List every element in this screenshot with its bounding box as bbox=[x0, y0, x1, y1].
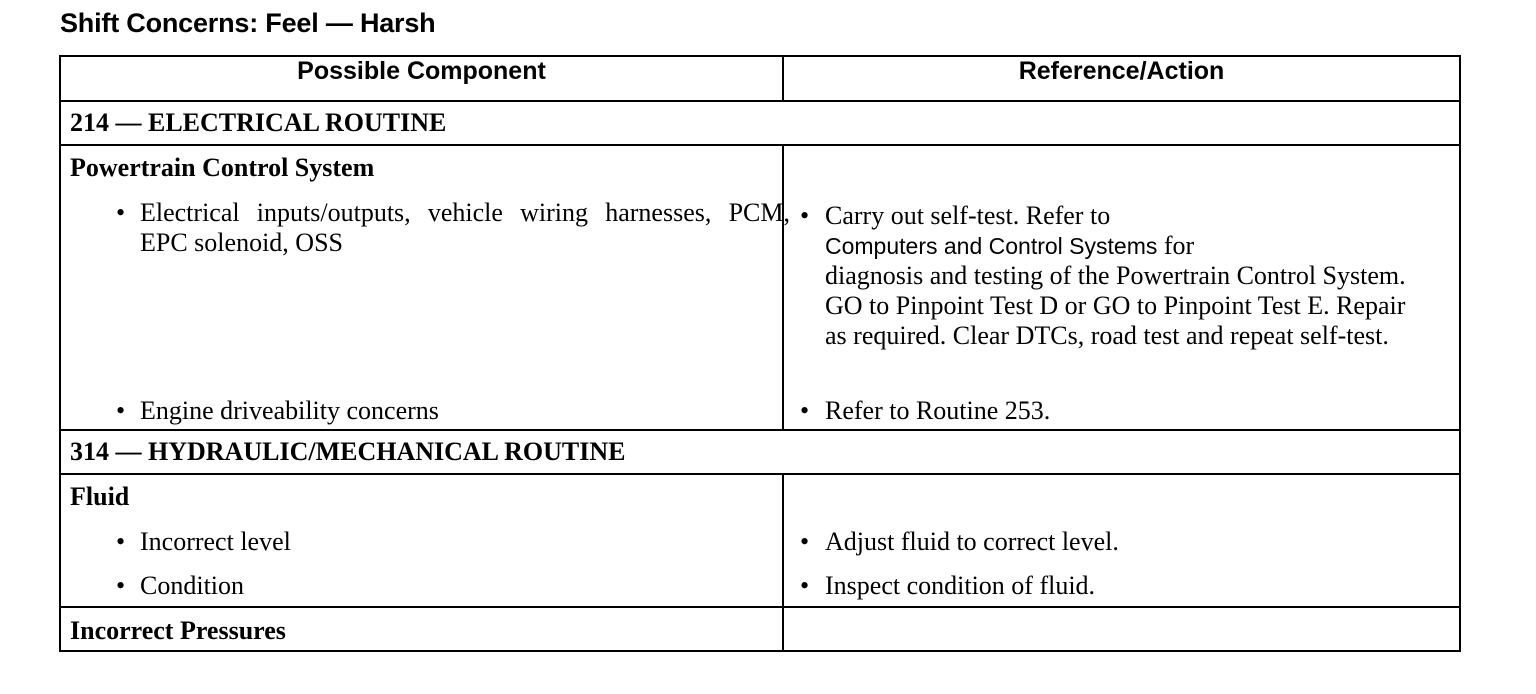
list-item bbox=[784, 396, 1070, 426]
action-text: Inspect condition of fluid. bbox=[825, 571, 1096, 600]
action-cell bbox=[783, 145, 1460, 430]
section-row bbox=[60, 430, 1460, 474]
bullet-icon: • bbox=[116, 396, 126, 425]
table-header-row bbox=[60, 56, 1460, 101]
diagnosis-table bbox=[59, 55, 1461, 652]
section-heading-electrical: 214 — ELECTRICAL ROUTINE bbox=[60, 101, 1460, 145]
action-reference bbox=[825, 231, 1425, 261]
list-item bbox=[784, 201, 1445, 351]
bullet-icon: • bbox=[800, 527, 810, 556]
group-label-fluid: Fluid bbox=[70, 482, 130, 511]
list-item bbox=[61, 198, 790, 258]
action-text: Refer to Routine 253. bbox=[825, 396, 1051, 425]
bullet-icon: • bbox=[116, 198, 126, 227]
action-text: diagnosis and testing of the Powertrain Control System. GO to Pinpoint Test D or GO to Pinpoint Test E. Repair as required. Clear DTCs, road test and repeat self-test. bbox=[825, 261, 1406, 350]
bullet-icon: • bbox=[116, 527, 126, 556]
section-row bbox=[60, 101, 1460, 145]
reference-suffix: for bbox=[1163, 231, 1195, 260]
component-text: Electrical inputs/outputs, vehicle wiring harnesses, PCM, EPC solenoid, OSS bbox=[140, 198, 790, 257]
group-label-powertrain: Powertrain Control System bbox=[70, 153, 375, 182]
component-cell bbox=[60, 474, 783, 607]
bullet-icon: • bbox=[800, 201, 810, 230]
bullet-icon: • bbox=[800, 571, 810, 600]
page-title: Shift Concerns: Feel — Harsh bbox=[60, 8, 436, 38]
reference-link[interactable]: Computers and Control Systems bbox=[825, 233, 1158, 259]
list-item bbox=[784, 527, 1139, 557]
group-row-pressures bbox=[60, 607, 1460, 651]
action-text: Carry out self-test. Refer to bbox=[825, 201, 1111, 230]
component-text: Engine driveability concerns bbox=[140, 396, 439, 425]
bullet-icon: • bbox=[116, 571, 126, 600]
component-text: Condition bbox=[140, 571, 245, 600]
list-item bbox=[61, 396, 439, 426]
action-cell bbox=[783, 607, 1460, 651]
component-text: Incorrect level bbox=[140, 527, 291, 556]
group-label-pressures: Incorrect Pressures bbox=[70, 616, 286, 645]
action-text: Adjust fluid to correct level. bbox=[825, 527, 1119, 556]
bullet-icon: • bbox=[800, 396, 810, 425]
list-item bbox=[784, 571, 1115, 601]
column-header-action: Reference/Action bbox=[783, 56, 1460, 101]
component-cell bbox=[60, 607, 783, 651]
component-cell bbox=[60, 145, 790, 430]
column-header-component: Possible Component bbox=[60, 56, 783, 101]
list-item bbox=[61, 571, 244, 601]
group-row-powertrain bbox=[60, 145, 1460, 430]
list-item bbox=[61, 527, 291, 557]
group-row-fluid bbox=[60, 474, 1460, 607]
section-heading-hydraulic: 314 — HYDRAULIC/MECHANICAL ROUTINE bbox=[60, 430, 1460, 474]
action-cell bbox=[783, 474, 1460, 607]
